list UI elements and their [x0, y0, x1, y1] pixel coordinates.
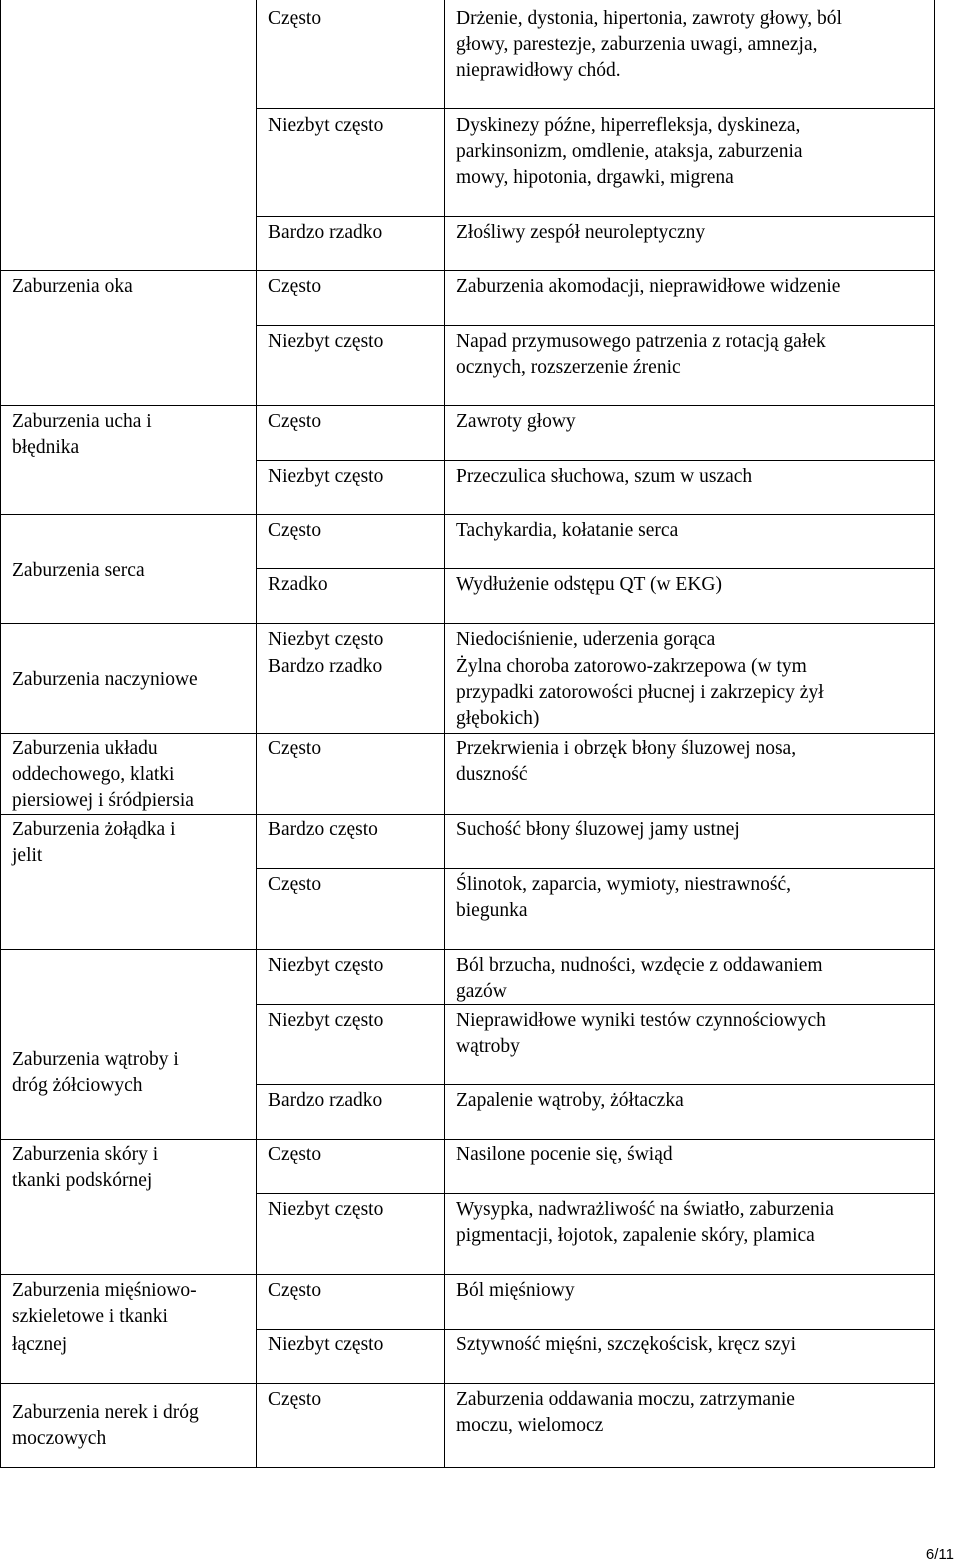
- frequency-cell: Niezbyt często: [268, 1199, 384, 1220]
- page-number: 6/11: [925, 1546, 954, 1563]
- adverse-effects-cell: Suchość błony śluzowej jamy ustnej: [456, 819, 740, 840]
- frequency-cell: Niezbyt często: [268, 955, 384, 976]
- adverse-effects-cell: Napad przymusowego patrzenia z rotacją gałek ocznych, rozszerzenie źrenic: [456, 331, 826, 378]
- adverse-effects-cell: Zawroty głowy: [456, 411, 576, 432]
- frequency-cell: Często: [268, 411, 322, 432]
- adverse-effects-cell: Drżenie, dystonia, hipertonia, zawroty głowy, ból głowy, parestezje, zaburzenia uwagi, amnezja, nieprawidłowy chód.: [456, 8, 842, 81]
- row-divider: [256, 460, 935, 461]
- adverse-effects-cell: Ból mięśniowy: [456, 1280, 575, 1301]
- table-border-right: [934, 0, 935, 1468]
- adverse-effects-cell: Niedociśnienie, uderzenia gorąca: [456, 629, 716, 650]
- frequency-cell: Często: [268, 1389, 322, 1410]
- organ-class-cell: Zaburzenia ucha i błędnika: [12, 411, 152, 458]
- organ-class-cell: Zaburzenia żołądka i jelit: [12, 819, 176, 866]
- frequency-cell: Niezbyt często: [268, 331, 384, 352]
- row-divider: [0, 949, 935, 950]
- frequency-cell: Często: [268, 276, 322, 297]
- organ-class-cell: łącznej: [12, 1334, 68, 1355]
- column-divider-1: [256, 0, 257, 1468]
- frequency-cell: Często: [268, 520, 322, 541]
- organ-class-cell: Zaburzenia nerek i dróg moczowych: [12, 1402, 199, 1449]
- frequency-cell: Niezbyt często: [268, 466, 384, 487]
- organ-class-cell: Zaburzenia naczyniowe: [12, 669, 198, 690]
- frequency-cell: Często: [268, 738, 322, 759]
- adverse-effects-cell: Przekrwienia i obrzęk błony śluzowej nosa, duszność: [456, 738, 797, 785]
- adverse-effects-cell: Żylna choroba zatorowo-zakrzepowa (w tym przypadki zatorowości płucnej i zakrzepicy żył głębokich): [456, 656, 824, 729]
- row-divider: [0, 514, 935, 515]
- frequency-cell: Niezbyt często: [268, 629, 384, 650]
- adverse-effects-cell: Sztywność mięśni, szczękościsk, kręcz szyi: [456, 1334, 797, 1355]
- row-divider: [0, 1274, 935, 1275]
- row-divider: [0, 623, 935, 624]
- row-divider: [256, 1084, 935, 1085]
- table-border-bottom: [0, 1467, 935, 1468]
- adverse-effects-cell: Tachykardia, kołatanie serca: [456, 520, 679, 541]
- adverse-effects-cell: Nieprawidłowe wyniki testów czynnościowych wątroby: [456, 1010, 826, 1057]
- frequency-cell: Bardzo często: [268, 819, 378, 840]
- frequency-cell: Bardzo rzadko: [268, 222, 383, 243]
- frequency-cell: Niezbyt często: [268, 1334, 384, 1355]
- row-divider: [256, 216, 935, 217]
- adverse-effects-cell: Zaburzenia akomodacji, nieprawidłowe widzenie: [456, 276, 841, 297]
- organ-class-cell: Zaburzenia układu oddechowego, klatki piersiowej i śródpiersia: [12, 738, 194, 811]
- row-divider: [256, 325, 935, 326]
- adverse-effects-cell: Zapalenie wątroby, żółtaczka: [456, 1090, 684, 1111]
- row-divider: [256, 1193, 935, 1194]
- adverse-effects-cell: Złośliwy zespół neuroleptyczny: [456, 222, 706, 243]
- frequency-cell: Niezbyt często: [268, 115, 384, 136]
- frequency-cell: Bardzo rzadko: [268, 656, 383, 677]
- row-divider: [256, 868, 935, 869]
- frequency-cell: Często: [268, 1280, 322, 1301]
- organ-class-cell: Zaburzenia oka: [12, 276, 133, 297]
- adverse-effects-cell: Ból brzucha, nudności, wzdęcie z oddawaniem gazów: [456, 955, 823, 1002]
- adverse-effects-cell: Dyskinezy późne, hiperrefleksja, dyskineza, parkinsonizm, omdlenie, ataksja, zaburzenia mowy, hipotonia, drgawki, migrena: [456, 115, 803, 188]
- organ-class-cell: Zaburzenia serca: [12, 560, 145, 581]
- frequency-cell: Często: [268, 874, 322, 895]
- adverse-effects-cell: Ślinotok, zaparcia, wymioty, niestrawność, biegunka: [456, 874, 792, 921]
- organ-class-cell: Zaburzenia wątroby i dróg żółciowych: [12, 1049, 179, 1096]
- adverse-effects-cell: Przeczulica słuchowa, szum w uszach: [456, 466, 753, 487]
- row-divider: [0, 1383, 935, 1384]
- row-divider: [0, 733, 935, 734]
- frequency-cell: Niezbyt często: [268, 1010, 384, 1031]
- frequency-cell: Bardzo rzadko: [268, 1090, 383, 1111]
- organ-class-cell: Zaburzenia mięśniowo- szkieletowe i tkanki: [12, 1280, 197, 1327]
- frequency-cell: Rzadko: [268, 574, 328, 595]
- adverse-effects-cell: Wydłużenie odstępu QT (w EKG): [456, 574, 722, 595]
- adverse-effects-cell: Wysypka, nadwrażliwość na światło, zaburzenia pigmentacji, łojotok, zapalenie skóry, plamica: [456, 1199, 834, 1246]
- row-divider: [256, 1329, 935, 1330]
- table-border-left: [0, 0, 1, 1468]
- adverse-effects-cell: Nasilone pocenie się, świąd: [456, 1144, 673, 1165]
- adverse-effects-cell: Zaburzenia oddawania moczu, zatrzymanie moczu, wielomocz: [456, 1389, 795, 1436]
- row-divider: [0, 814, 935, 815]
- row-divider: [0, 405, 935, 406]
- frequency-cell: Często: [268, 8, 322, 29]
- row-divider: [256, 108, 935, 109]
- row-divider: [256, 568, 935, 569]
- row-divider: [0, 1139, 935, 1140]
- frequency-cell: Często: [268, 1144, 322, 1165]
- row-divider: [0, 270, 935, 271]
- organ-class-cell: Zaburzenia skóry i tkanki podskórnej: [12, 1144, 159, 1191]
